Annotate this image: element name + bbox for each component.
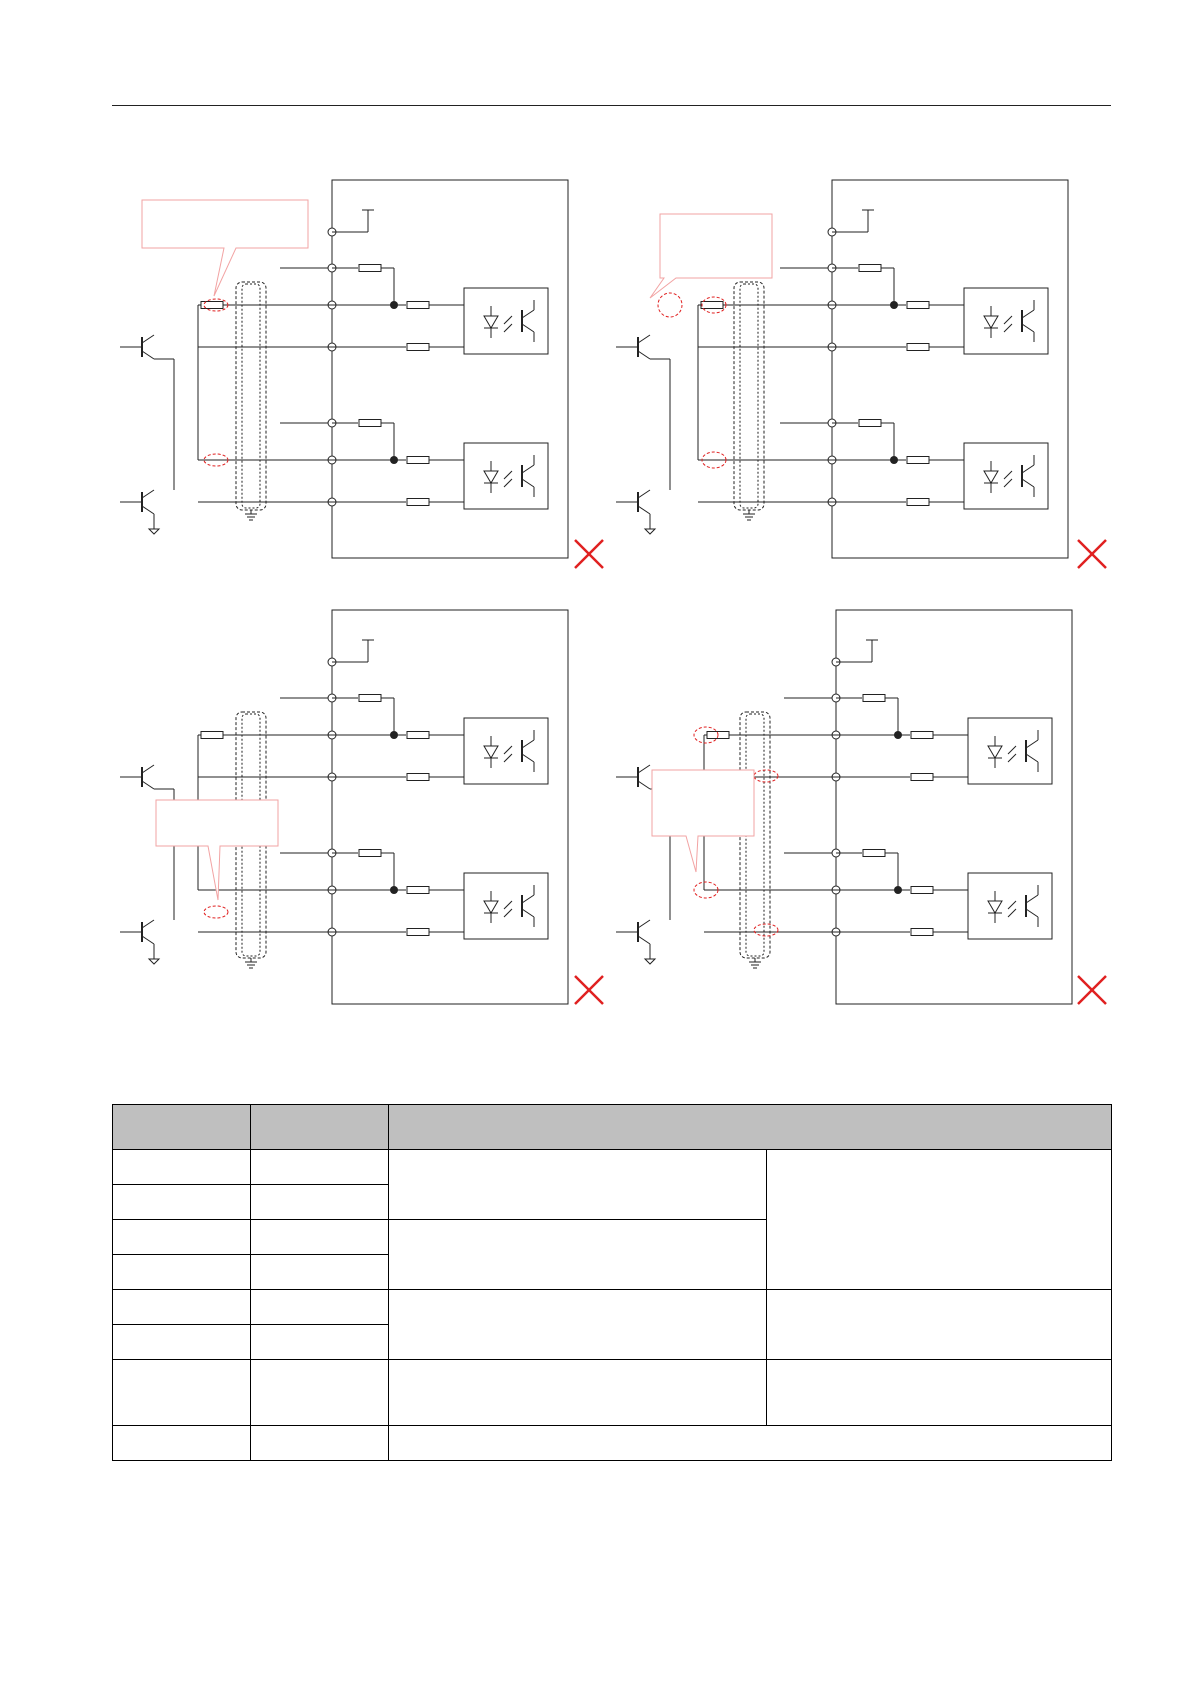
signal-table [112,1104,1112,1461]
table-cell [251,1290,389,1325]
optocoupler-icon [968,718,1052,784]
callout-box [650,214,772,298]
circuit-svg [112,600,612,1020]
table-cell [251,1150,389,1185]
table-cell [113,1325,251,1360]
table-cell [767,1290,1112,1360]
table-row [113,1360,1112,1426]
circuit-group [616,180,1106,568]
circuit-group [120,610,603,1004]
resistor [407,929,429,936]
table-cell [389,1426,1112,1461]
ground-icon [149,529,159,534]
table-cell [389,1360,767,1426]
resistor [407,774,429,781]
wiring-diagram-3 [112,600,612,1020]
resistor [407,344,429,351]
resistor [859,265,881,272]
table-cell [113,1185,251,1220]
table-cell [113,1150,251,1185]
table-cell [113,1360,251,1426]
controller-box [836,610,1072,1004]
resistor [359,265,381,272]
optocoupler-icon [464,873,548,939]
transistor-emitter [638,936,650,944]
table-row [113,1150,1112,1185]
transistor-emitter [142,936,154,944]
highlight-ellipse [754,770,778,782]
transistor-emitter [638,506,650,514]
resistor [359,420,381,427]
highlight-ellipse [658,293,682,317]
table-cell [251,1220,389,1255]
resistor [911,732,933,739]
circuit-group [616,610,1106,1004]
table-cell [251,1325,389,1360]
resistor [863,850,885,857]
resistor [407,887,429,894]
controller-box [332,610,568,1004]
table-cell [251,1255,389,1290]
resistor [407,302,429,309]
ground-icon [645,959,655,964]
shielded-cable-inner [242,284,260,508]
resistor [407,499,429,506]
transistor-collector [142,765,154,773]
optocoupler-icon [464,718,548,784]
highlight-ellipse [204,906,228,918]
table-cell [389,1220,767,1290]
transistor-collector [638,765,650,773]
resistor [911,929,933,936]
shielded-cable-inner [740,284,758,508]
header-cell-2 [251,1105,389,1150]
optocoupler-icon [964,443,1048,509]
transistor-emitter [142,506,154,514]
transistor-emitter [142,351,154,359]
ground-icon [645,529,655,534]
resistor [907,457,929,464]
circuit-svg [608,600,1108,1020]
resistor [863,695,885,702]
callout-box [142,200,308,296]
table-cell [389,1290,767,1360]
table-cell [251,1185,389,1220]
wiring-diagram-1 [112,170,612,580]
header-cell-1 [113,1105,251,1150]
optocoupler-icon [464,288,548,354]
table-cell [113,1290,251,1325]
table-cell [113,1255,251,1290]
circuit-group [120,180,603,568]
table-cell [113,1220,251,1255]
optocoupler-icon [464,443,548,509]
transistor-collector [142,335,154,343]
wiring-diagram-2 [608,170,1108,580]
resistor [859,420,881,427]
resistor [911,774,933,781]
header-cell-3 [389,1105,1112,1150]
table-cell [767,1360,1112,1426]
table-cell [767,1150,1112,1290]
wiring-diagram-4 [608,600,1108,1020]
resistor [907,302,929,309]
transistor-collector [142,920,154,928]
transistor-emitter [638,351,650,359]
optocoupler-icon [968,873,1052,939]
transistor-collector [638,920,650,928]
table-row [113,1426,1112,1461]
shielded-cable [734,282,764,510]
transistor-emitter [638,781,650,789]
transistor-collector [638,335,650,343]
resistor [407,732,429,739]
resistor [359,850,381,857]
resistor [201,732,223,739]
resistor [911,887,933,894]
ground-icon [149,959,159,964]
highlight-ellipse [754,924,778,936]
optocoupler-icon [964,288,1048,354]
table-cell [251,1360,389,1426]
header-rule [112,105,1111,106]
resistor [701,302,723,309]
table-cell [389,1150,767,1220]
table-row [113,1290,1112,1325]
table-cell [251,1426,389,1461]
shielded-cable [236,282,266,510]
circuit-svg [112,170,612,580]
callout-box [652,770,754,872]
transistor-collector [638,490,650,498]
resistor [907,344,929,351]
transistor-collector [142,490,154,498]
resistor [359,695,381,702]
table-header-row [113,1105,1112,1150]
resistor [407,457,429,464]
table-cell [113,1426,251,1461]
resistor [907,499,929,506]
resistor [201,302,223,309]
circuit-svg [608,170,1108,580]
transistor-emitter [142,781,154,789]
